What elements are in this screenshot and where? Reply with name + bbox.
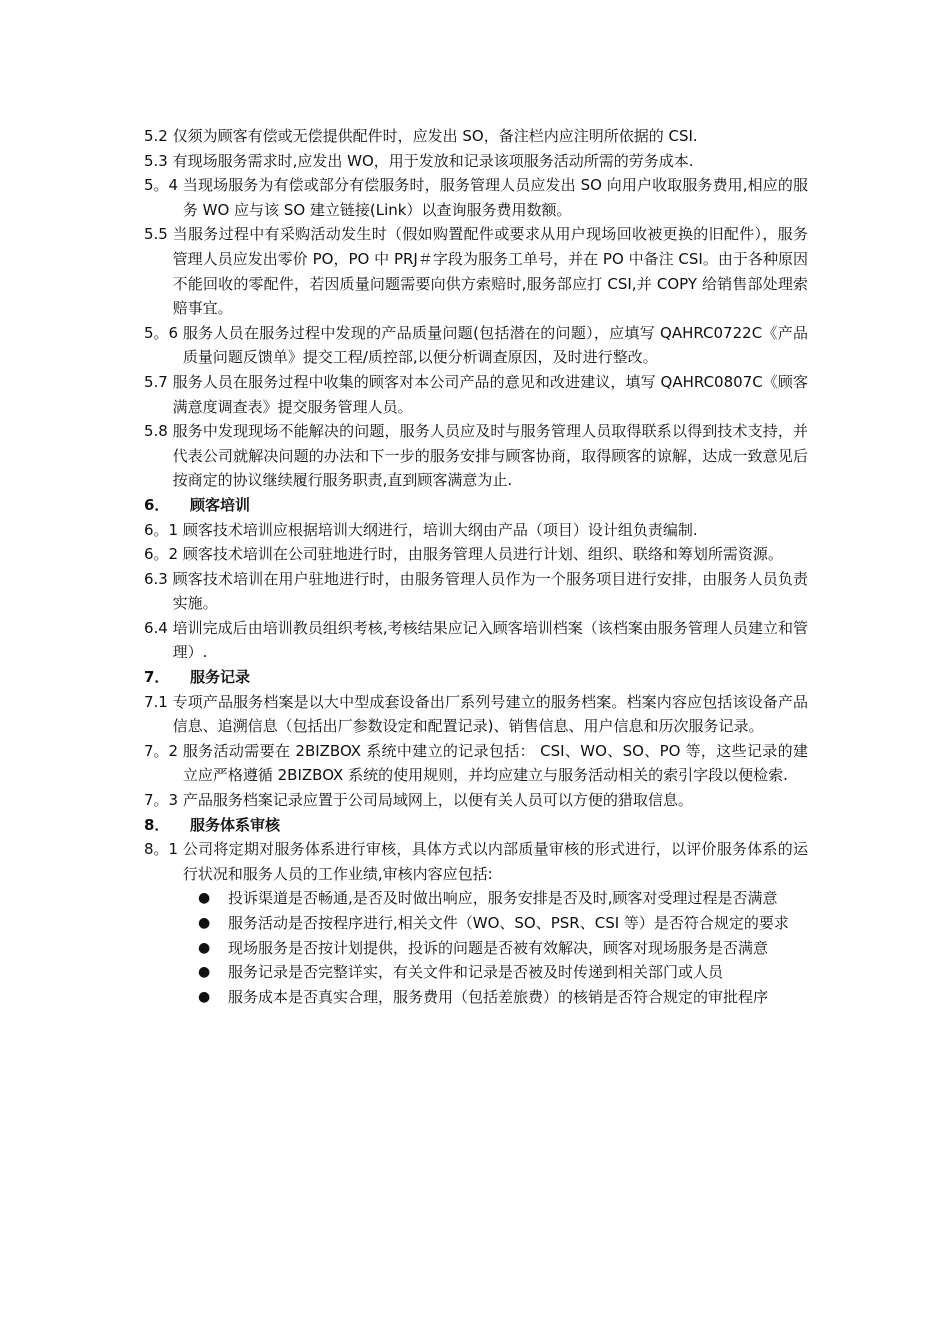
bullet-icon: ● (198, 988, 211, 1005)
clause-number: 7.1 (144, 692, 173, 711)
clause-text: 服务人员在服务过程中发现的产品质量问题(包括潜在的问题），应填写 QAHRC0722C《产品质量问题反馈单》提交工程/质控部,以便分析调查原因，及时进行整改。 (182, 323, 808, 367)
clause-number: 5.5 (144, 225, 173, 244)
bullet-icon: ● (198, 890, 211, 907)
list-item (192, 960, 808, 985)
clause-5-4 (144, 173, 808, 222)
bullet-icon: ● (198, 915, 211, 931)
clause-7-2 (144, 739, 808, 788)
clause-5-5 (144, 222, 808, 320)
clause-text: 服务活动需要在 2BIZBOX 系统中建立的记录包括： CSI、WO、SO、PO 等，这些记录的建立应严格遵循 2BIZBOX 系统的使用规则，并均应建立与服务活动相关的索引字段以便检索. (182, 741, 808, 785)
list-item-text: 现场服务是否按计划提供，投诉的问题是否被有效解决，顾客对现场服务是否满意 (228, 938, 769, 957)
section-title: 顾客培训 (190, 495, 251, 514)
clause-number: 5。6 (144, 323, 183, 342)
clause-text: 专项产品服务档案是以大中型成套设备出厂系列号建立的服务档案。档案内容应包括该设备产品信息、追溯信息（包括出厂参数设定和配置记录)、销售信息、用户信息和历次服务记录。 (172, 692, 808, 736)
section-number: 6． (144, 495, 170, 514)
clause-text: 顾客技术培训在用户驻地进行时，由服务管理人员作为一个服务项目进行安排，由服务人员负责实施。 (172, 569, 808, 613)
section-8-heading (144, 813, 808, 838)
clause-5-6 (144, 321, 808, 370)
clause-text: 产品服务档案记录应置于公司局域网上，以便有关人员可以方便的猎取信息。 (182, 791, 693, 810)
section-number: 8． (144, 815, 170, 834)
clause-text: 当现场服务为有偿或部分有偿服务时，服务管理人员应发出 SO 向用户收取服务费用,相应的服务 WO 应与该 SO 建立链接(Link）以查询服务费用数额。 (182, 176, 808, 219)
clause-number: 8。1 (144, 840, 183, 859)
clause-text: 仅须为顾客有偿或无偿提供配件时，应发出 SO，备注栏内应注明所依据的 CSI. (172, 127, 698, 145)
clause-6-1 (144, 518, 808, 543)
document-body (144, 124, 808, 1009)
clause-number: 6.4 (144, 618, 173, 637)
section-number: 7． (144, 668, 170, 687)
list-item-text: 服务活动是否按程序进行,相关文件（WO、SO、PSR、CSI 等）是否符合规定的要求 (228, 914, 789, 932)
section-7-heading (144, 665, 808, 690)
clause-number: 5.2 (144, 127, 173, 145)
clause-5-7 (144, 370, 808, 419)
clause-8-1 (144, 837, 808, 886)
list-item-text: 投诉渠道是否畅通,是否及时做出响应，服务安排是否及时,顾客对受理过程是否满意 (228, 889, 778, 908)
clause-7-1 (144, 690, 808, 739)
clause-6-4 (144, 616, 808, 665)
clause-text: 培训完成后由培训教员组织考核,考核结果应记入顾客培训档案（该档案由服务管理人员建立和管理）. (172, 618, 808, 662)
audit-checklist (192, 886, 808, 1009)
clause-number: 5.8 (144, 422, 173, 441)
section-title: 服务体系审核 (190, 815, 281, 834)
clause-text: 有现场服务需求时,应发出 WO，用于发放和记录该项服务活动所需的劳务成本. (172, 151, 694, 170)
clause-text: 顾客技术培训在公司驻地进行时，由服务管理人员进行计划、组织、联络和筹划所需资源。 (182, 545, 783, 564)
list-item (192, 936, 808, 961)
clause-6-3 (144, 567, 808, 616)
clause-number: 5.3 (144, 151, 173, 170)
clause-text: 公司将定期对服务体系进行审核，具体方式以内部质量审核的形式进行，以评价服务体系的运行状况和服务人员的工作业绩,审核内容应包括: (182, 840, 808, 883)
list-item (192, 886, 808, 911)
list-item-text: 服务记录是否完整详实，有关文件和记录是否被及时传递到相关部门或人员 (228, 963, 724, 982)
clause-7-3 (144, 788, 808, 813)
clause-number: 6。2 (144, 545, 183, 564)
clause-5-8 (144, 419, 808, 493)
clause-5-3 (144, 149, 808, 174)
clause-number: 6。1 (144, 520, 183, 539)
clause-text: 服务中发现现场不能解决的问题，服务人员应及时与服务管理人员取得联系以得到技术支持，并代表公司就解决问题的办法和下一步的服务安排与顾客协商，取得顾客的谅解，达成一致意见后按商定的协议继续履行服务职责,直到顾客满意为止. (172, 422, 808, 490)
clause-number: 7。2 (144, 741, 183, 760)
section-6-heading (144, 493, 808, 518)
clause-number: 7。3 (144, 791, 183, 810)
bullet-icon: ● (198, 939, 211, 956)
clause-6-2 (144, 542, 808, 567)
clause-text: 服务人员在服务过程中收集的顾客对本公司产品的意见和改进建议，填写 QAHRC0807C《顾客满意度调查表》提交服务管理人员。 (172, 372, 808, 416)
clause-number: 5.7 (144, 372, 173, 391)
clause-text: 顾客技术培训应根据培训大纲进行，培训大纲由产品（项目）设计组负责编制. (182, 520, 698, 539)
list-item (192, 985, 808, 1010)
bullet-icon: ● (198, 964, 211, 981)
list-item (192, 911, 808, 936)
list-item-text: 服务成本是否真实合理，服务费用（包括差旅费）的核销是否符合规定的审批程序 (228, 987, 769, 1006)
section-title: 服务记录 (190, 668, 251, 687)
clause-number: 5。4 (144, 176, 183, 195)
clause-5-2 (144, 124, 808, 149)
clause-text: 当服务过程中有采购活动发生时（假如购置配件或要求从用户现场回收被更换的旧配件），服务管理人员应发出零价 PO，PO 中 PRJ＃字段为服务工单号，并在 PO 中备注 CSI。由于各种原因不能回收的零配件，若因质量问题需要向供方索赔时,服务部应打 CSI,并 COPY 给销售部处理索赔事宜。 (172, 225, 808, 318)
clause-number: 6.3 (144, 569, 173, 588)
